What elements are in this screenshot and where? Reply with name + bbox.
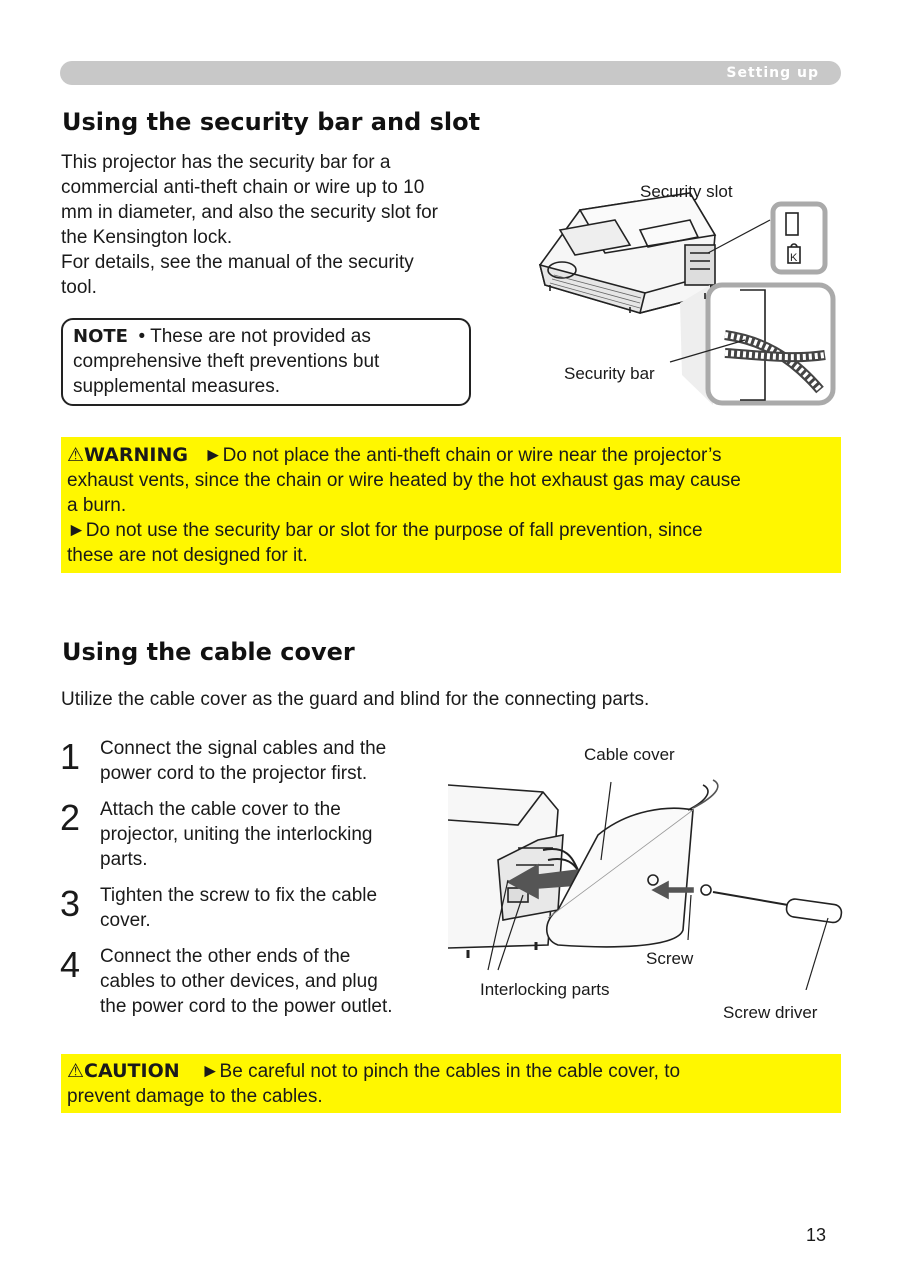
security-para-line: commercial anti-theft chain or wire up to 10 xyxy=(61,177,425,198)
warning-line: exhaust vents, since the chain or wire heated by the hot exhaust gas may cause xyxy=(67,470,741,491)
step-item xyxy=(60,883,377,933)
warning-line: these are not designed for it. xyxy=(67,545,308,566)
security-bar-label: Security bar xyxy=(564,364,655,383)
step-line: cover. xyxy=(100,910,151,931)
cable-section-title: Using the cable cover xyxy=(62,638,355,666)
warning-label-wrap xyxy=(67,444,188,466)
step-item xyxy=(60,736,386,786)
step-number: 3 xyxy=(60,883,81,924)
section-header-title: Setting up xyxy=(726,65,819,81)
warning-line: ►Do not place the anti-theft chain or wire near the projector’s xyxy=(203,445,722,466)
security-section-title: Using the security bar and slot xyxy=(62,108,481,136)
step-line: the power cord to the power outlet. xyxy=(100,996,393,1017)
step-line: parts. xyxy=(100,849,148,870)
note-line: • These are not provided as xyxy=(138,326,371,347)
step-item xyxy=(60,797,373,872)
step-line: projector, uniting the interlocking xyxy=(100,824,373,845)
warning-triangle-icon: ⚠ xyxy=(67,444,85,466)
warning-label: WARNING xyxy=(84,444,188,466)
note-line: comprehensive theft preventions but xyxy=(73,351,380,372)
note-box xyxy=(61,318,471,406)
security-paragraph xyxy=(61,150,501,300)
interlocking-parts-label: Interlocking parts xyxy=(480,980,610,999)
note-line: supplemental measures. xyxy=(73,376,280,397)
screw-label: Screw xyxy=(646,949,694,968)
svg-text:K: K xyxy=(790,252,798,264)
step-line: Connect the signal cables and the xyxy=(100,738,387,759)
caution-box xyxy=(61,1054,841,1113)
cable-cover-label: Cable cover xyxy=(584,745,675,764)
security-para-line: the Kensington lock. xyxy=(61,227,233,248)
step-number: 2 xyxy=(60,797,81,838)
caution-label-wrap xyxy=(67,1060,180,1082)
step-item xyxy=(60,944,393,1019)
security-slot-label: Security slot xyxy=(640,182,733,201)
cable-intro: Utilize the cable cover as the guard and blind for the connecting parts. xyxy=(61,689,650,710)
caution-triangle-icon: ⚠ xyxy=(67,1060,85,1082)
caution-line: prevent damage to the cables. xyxy=(67,1086,323,1107)
security-para-line: tool. xyxy=(61,277,97,298)
caution-label: CAUTION xyxy=(84,1060,180,1082)
step-line: Tighten the screw to fix the cable xyxy=(100,885,378,906)
note-label: NOTE xyxy=(73,326,128,347)
step-number: 4 xyxy=(60,944,81,985)
step-number: 1 xyxy=(60,736,81,777)
step-line: Attach the cable cover to the xyxy=(100,799,341,820)
step-line: cables to other devices, and plug xyxy=(100,971,378,992)
caution-line: ►Be careful not to pinch the cables in the cable cover, to xyxy=(200,1061,681,1082)
screw-driver-label: Screw driver xyxy=(723,1003,818,1022)
page-number: 13 xyxy=(806,1225,827,1245)
step-line: power cord to the projector first. xyxy=(100,763,368,784)
warning-line: ►Do not use the security bar or slot for the purpose of fall prevention, since xyxy=(67,520,703,541)
step-line: Connect the other ends of the xyxy=(100,946,351,967)
security-para-line: This projector has the security bar for a xyxy=(61,152,391,173)
warning-line: a burn. xyxy=(67,495,127,516)
section-header-bar xyxy=(60,61,841,85)
security-para-line: For details, see the manual of the security xyxy=(61,252,414,273)
security-para-line: mm in diameter, and also the security slot for xyxy=(61,202,438,223)
warning-box xyxy=(61,437,841,573)
